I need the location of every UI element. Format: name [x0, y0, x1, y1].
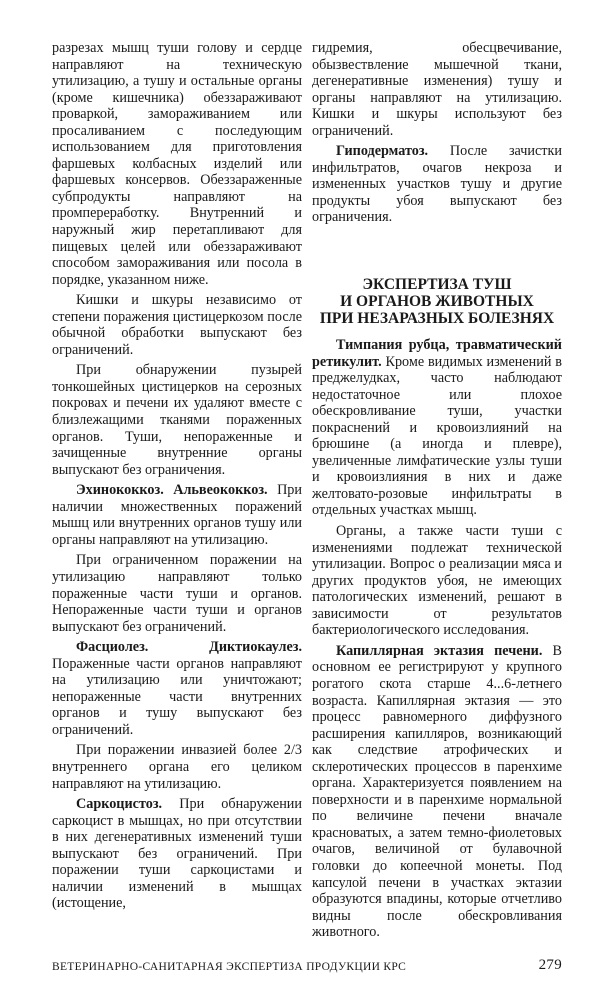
- paragraph: [312, 40, 562, 139]
- paragraph: [312, 143, 562, 226]
- section-heading-line: И ОРГАНОВ ЖИВОТНЫХ: [340, 293, 534, 311]
- left-column: [52, 40, 302, 916]
- paragraph: [52, 742, 302, 792]
- paragraph-lead: Гиподерматоз.: [336, 143, 429, 160]
- paragraph-text: гидремия, обесцвечивание, обызвествление мышечной ткани, дегенеративные изменения) тушу и органы направляют на утилизацию. Кишки и шкуры используют без ограничений.: [312, 40, 562, 139]
- paragraph: [52, 40, 302, 288]
- paragraph: [312, 523, 562, 639]
- paragraph-text: После зачистки инфильтратов, очагов некроза и измененных участков тушу и другие продукты убоя выпускают без ограничения.: [312, 143, 562, 226]
- page-footer: [52, 957, 562, 979]
- paragraph-text: При обнаружении саркоцист в мышцах, но при отсутствии в них дегенеративных изменений туши выпускают без ограничений. При поражении туши саркоцистами и наличии изменений в мышцах (истощение,: [52, 796, 302, 912]
- right-column: [312, 40, 562, 945]
- paragraph-text: При обнаружении пузырей тонкошейных цистицерков на серозных покровах и печени их удаляют вместе с близлежащими тканями пораженных органов. Туши, непораженные и зачищенные внутренние органы выпускают без ограничения.: [52, 362, 302, 478]
- paragraph-text: Кроме видимых изменений в преджелудках, часто наблюдают недостаточное или плохое обескровливание туши, участки покраснений и кровоизлияний на брюшине (а иногда и плевре), увеличенные лимфатические узлы туши и кровоизлияния в них и даже желтовато-розовые инфильтраты в отдельных участках мышц.: [312, 353, 562, 519]
- paragraph-text: Органы, а также части туши с изменениями подлежат технической утилизации. Вопрос о реализации мяса и других продуктов убоя, не имеющих патологических изменений, решают в зависимости от результатов бактериологического исследования.: [312, 523, 562, 639]
- paragraph: [52, 292, 302, 358]
- paragraph-lead: Саркоцистоз.: [76, 796, 163, 813]
- columns: [52, 40, 562, 945]
- paragraph: [52, 362, 302, 478]
- paragraph: [52, 552, 302, 635]
- page-number: 279: [538, 956, 562, 973]
- right-column-top: [312, 40, 562, 226]
- paragraph-text: Пораженные части органов направляют на утилизацию или уничтожают; непораженные части внутренних органов и тушу выпускают без ограничений.: [52, 655, 302, 738]
- paragraph: [52, 639, 302, 738]
- paragraph: [52, 796, 302, 912]
- paragraph-lead: Тимпания рубца, травматический ретикулит.: [312, 337, 562, 370]
- right-column-bottom: [312, 337, 562, 941]
- paragraph-lead: Капиллярная эктазия печени.: [336, 642, 543, 659]
- paragraph-lead: Эхинококкоз. Альвеококкоз.: [76, 482, 268, 499]
- paragraph: [312, 643, 562, 941]
- paragraph-text: Кишки и шкуры независимо от степени поражения цистицеркозом после обычной обработки выпускают без ограничений.: [52, 292, 302, 358]
- running-title: ВЕТЕРИНАРНО-САНИТАРНАЯ ЭКСПЕРТИЗА ПРОДУКЦИИ КРС: [52, 960, 407, 973]
- paragraph-text: В основном ее регистрируют у крупного рогатого скота старше 4...6-летнего возраста. Капиллярная эктазия — это процесс равномерного диффузного расширения капилляров, возникающий как следствие атрофических и склеротических процессов в паренхиме органа. Характеризуется появлением на поверхности и в паренхиме нормальной по величине печени вначале красноватых, а затем темно-фиолетовых очагов, величиной от булавочной головки до копеечной монеты. Под капсулой печени в участках эктазии образуются впадины, которые отчетливо видны после обескровливания животного.: [312, 642, 562, 941]
- section-heading-line: ПРИ НЕЗАРАЗНЫХ БОЛЕЗНЯХ: [319, 310, 555, 328]
- paragraph-lead: Фасциолез. Диктиокаулез.: [76, 639, 302, 656]
- paragraph-text: При поражении инвазией более 2/3 внутреннего органа его целиком направляют на утилизацию.: [52, 742, 302, 792]
- paragraph: [312, 337, 562, 519]
- section-heading: [312, 276, 562, 327]
- section-heading-line: ЭКСПЕРТИЗА ТУШ: [362, 276, 512, 294]
- paragraph-text: При ограниченном поражении на утилизацию направляют только пораженные части туши и органов. Непораженные части туши и органов выпускают без ограничений.: [52, 552, 302, 635]
- paragraph-text: При наличии множественных поражений мышц или внутренних органов тушу или органы направляют на утилизацию.: [52, 482, 302, 548]
- paragraph: [52, 482, 302, 548]
- paragraph-text: разрезах мышц туши голову и сердце направляют на техническую утилизацию, а тушу и остальные органы (кроме кишечника) обеззараживают проваркой, замораживанием или просаливанием с последующим использованием для приготовления фаршевых колбасных изделий или фаршевых консервов. Обеззараженные субпродукты направляют на промпереработку. Внутренний и наружный жир перетапливают для пищевых целей или обеззараживают способом замораживания или посола в порядке, указанном ниже.: [52, 40, 302, 288]
